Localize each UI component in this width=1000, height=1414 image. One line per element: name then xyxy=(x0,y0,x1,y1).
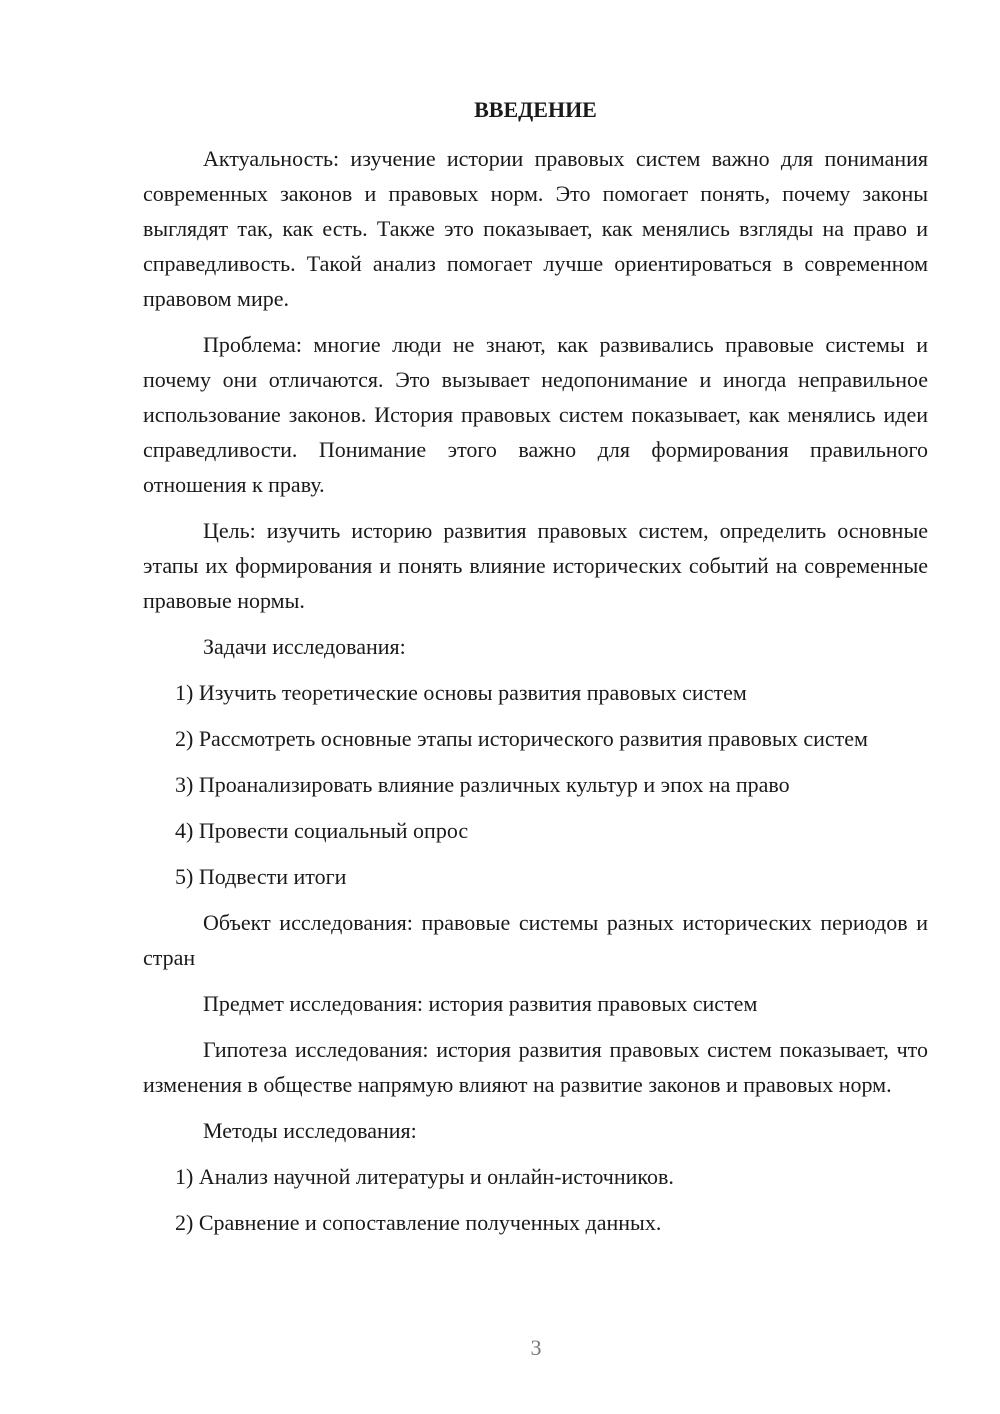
section-heading: ВВЕДЕНИЕ xyxy=(474,97,597,122)
relevance-paragraph: Актуальность: изучение истории правовых систем важно для понимания современных законов и правовых норм. Это помогает понять, почему законы выглядят так, как есть. Также это показывает, как менялись взгляды на право и справедливость. Такой анализ помогает лучше ориентироваться в современном правовом мире. xyxy=(143,146,928,311)
task-item: 3) Проанализировать влияние различных культур и эпох на право xyxy=(175,772,790,797)
task-item: 1) Изучить теоретические основы развития правовых систем xyxy=(175,680,747,705)
page-number: 3 xyxy=(530,1335,542,1360)
subject-paragraph: Предмет исследования: история развития правовых систем xyxy=(203,991,758,1016)
page-content xyxy=(143,95,928,1251)
task-item: 5) Подвести итоги xyxy=(175,864,347,889)
methods-title: Методы исследования: xyxy=(203,1118,417,1143)
goal-paragraph: Цель: изучить историю развития правовых систем, определить основные этапы их формирования и понять влияние исторических событий на современные правовые нормы. xyxy=(143,518,928,613)
method-item: 2) Сравнение и сопоставление полученных данных. xyxy=(175,1210,662,1235)
object-paragraph: Объект исследования: правовые системы разных исторических периодов и стран xyxy=(143,910,928,970)
problem-paragraph: Проблема: многие люди не знают, как развивались правовые системы и почему они отличаются. Это вызывает недопонимание и иногда неправильное использование законов. История правовых систем показывает, как менялись идеи справедливости. Понимание этого важно для формирования правильного отношения к праву. xyxy=(143,332,928,497)
method-item: 1) Анализ научной литературы и онлайн-источников. xyxy=(175,1164,674,1189)
task-item: 2) Рассмотреть основные этапы исторического развития правовых систем xyxy=(175,726,868,751)
tasks-title: Задачи исследования: xyxy=(203,634,406,659)
task-item: 4) Провести социальный опрос xyxy=(175,818,469,843)
hypothesis-paragraph: Гипотеза исследования: история развития правовых систем показывает, что изменения в обществе напрямую влияют на развитие законов и правовых норм. xyxy=(143,1037,928,1097)
